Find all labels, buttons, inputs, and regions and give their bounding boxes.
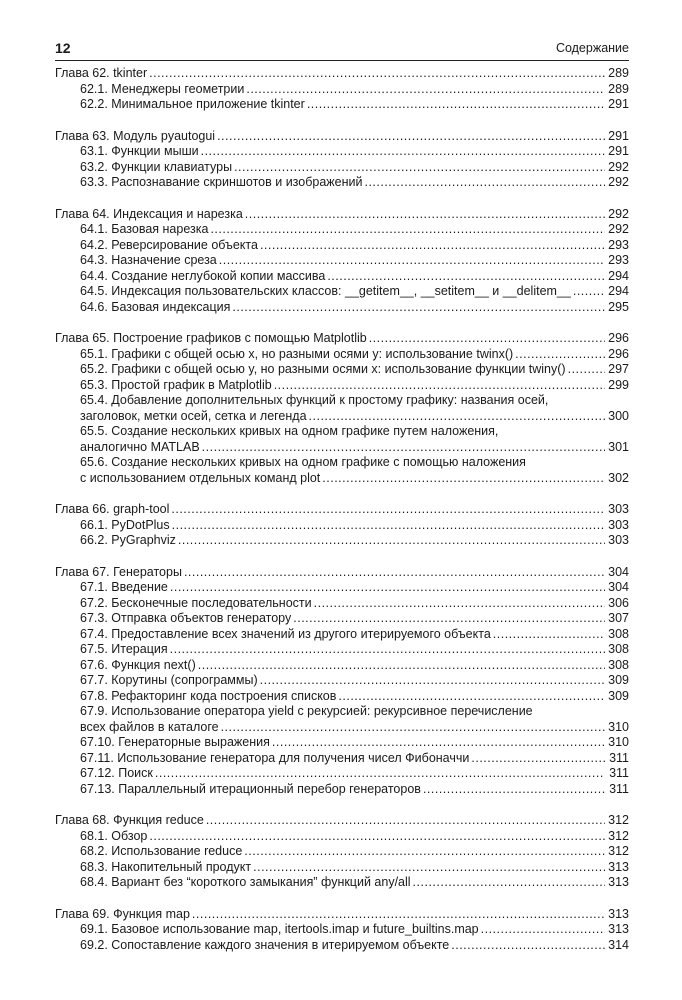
entry-page-number: 295 <box>608 299 629 314</box>
dot-leader <box>423 782 605 798</box>
dot-leader <box>155 766 605 782</box>
entry-title: 67.11. Использование генератора для получения чисел Фибоначчи <box>80 750 470 765</box>
entry-title: 64.5. Индексация пользовательских классов: __getitem__, __setitem__ и __delitem__ <box>80 284 571 298</box>
section-entry[interactable] <box>55 393 629 424</box>
entry-page-number: 293 <box>608 253 629 267</box>
entry-page-number: 291 <box>608 128 629 143</box>
entry-title: 62.1. Менеджеры геометрии <box>80 81 245 96</box>
dot-leader <box>515 347 605 363</box>
entry-title: Глава 67. Генераторы <box>55 564 182 579</box>
entry-page-number: 299 <box>608 377 629 392</box>
section-entry[interactable] <box>55 611 629 627</box>
dot-leader <box>149 829 605 845</box>
section-entry[interactable] <box>55 735 629 751</box>
entry-page-number: 292 <box>608 206 629 221</box>
entry-page-number: 304 <box>608 564 629 579</box>
dot-leader <box>369 331 605 347</box>
entry-title: 67.5. Итерация <box>80 642 168 656</box>
dot-leader <box>272 735 605 751</box>
chapter-entry[interactable] <box>55 813 629 829</box>
dot-leader <box>244 844 605 860</box>
section-entry[interactable] <box>55 922 629 938</box>
entry-title: 67.1. Введение <box>80 580 168 594</box>
entry-page-number: 313 <box>608 906 629 921</box>
dot-leader <box>206 813 605 829</box>
entry-page-number: 308 <box>608 657 629 672</box>
chapter-entry[interactable] <box>55 129 629 145</box>
dot-leader <box>172 518 605 534</box>
entry-page-number: 307 <box>608 611 629 625</box>
dot-leader <box>232 300 605 316</box>
section-entry[interactable] <box>55 284 629 300</box>
entry-page-number: 302 <box>608 470 629 485</box>
entry-page-number: 289 <box>608 81 629 96</box>
entry-title: 67.4. Предоставление всех значений из другого итерируемого объекта <box>80 626 491 641</box>
entry-page-number: 312 <box>608 813 629 827</box>
entry-page-number: 311 <box>609 781 629 796</box>
section-entry[interactable] <box>55 144 629 160</box>
chapter-entry[interactable] <box>55 66 629 82</box>
dot-leader <box>481 922 605 938</box>
entry-title: 65.1. Графики с общей осью x, но разными осями y: использование twinx() <box>80 346 514 361</box>
section-entry[interactable] <box>55 782 629 798</box>
section-entry[interactable] <box>55 596 629 612</box>
section-entry[interactable] <box>55 455 629 486</box>
section-entry[interactable] <box>55 689 629 705</box>
entry-title: с использованием отдельных команд plot <box>80 470 321 485</box>
entry-title: 67.12. Поиск <box>80 766 153 780</box>
chapter-entry[interactable] <box>55 565 629 581</box>
dot-leader <box>246 82 605 98</box>
entry-page-number: 292 <box>608 222 629 236</box>
section-entry[interactable] <box>55 938 629 954</box>
entry-page-number: 303 <box>608 517 629 532</box>
chapter-block <box>55 207 629 316</box>
entry-title: 67.6. Функция next() <box>80 657 196 672</box>
dot-leader <box>245 207 605 223</box>
dot-leader <box>364 175 605 191</box>
entry-title: 67.7. Корутины (сопрограммы) <box>80 673 258 687</box>
entry-title: 67.8. Рефакторинг кода построения списков <box>80 688 337 703</box>
dot-leader <box>253 860 605 876</box>
entry-title: 68.3. Накопительный продукт <box>80 859 252 874</box>
section-entry[interactable] <box>55 175 629 191</box>
section-entry[interactable] <box>55 222 629 238</box>
entry-page-number: 294 <box>608 284 629 298</box>
entry-title: 66.2. PyGraphviz <box>80 533 176 547</box>
entry-page-number: 296 <box>608 346 629 361</box>
entry-title: 68.4. Вариант без “короткого замыкания” функций any/all <box>80 875 411 889</box>
chapter-entry[interactable] <box>55 502 629 518</box>
section-entry[interactable] <box>55 766 629 782</box>
section-entry[interactable] <box>55 160 629 176</box>
chapter-block <box>55 813 629 891</box>
section-entry[interactable] <box>55 673 629 689</box>
header-rule <box>55 60 629 61</box>
section-entry[interactable] <box>55 751 629 767</box>
section-entry[interactable] <box>55 82 629 98</box>
dot-leader <box>219 253 605 269</box>
page-header <box>55 40 629 58</box>
entry-page-number: 311 <box>609 750 629 765</box>
entry-page-number: 308 <box>608 626 629 641</box>
dot-leader <box>217 129 605 145</box>
section-entry[interactable] <box>55 627 629 643</box>
entry-title: Глава 66. graph-tool <box>55 502 170 516</box>
dot-leader <box>260 673 605 689</box>
dot-leader <box>202 440 605 456</box>
dot-leader <box>170 642 605 658</box>
section-entry[interactable] <box>55 269 629 285</box>
entry-title: 67.13. Параллельный итерационный перебор генераторов <box>80 781 421 796</box>
entry-page-number: 293 <box>608 237 629 252</box>
entry-page-number: 292 <box>608 175 629 189</box>
entry-title: 64.3. Назначение среза <box>80 253 217 267</box>
dot-leader <box>493 627 605 643</box>
entry-title: 68.2. Использование reduce <box>80 844 243 858</box>
entry-title: 67.10. Генераторные выражения <box>80 735 270 749</box>
section-entry[interactable] <box>55 424 629 455</box>
section-entry[interactable] <box>55 347 629 363</box>
entry-page-number: 304 <box>608 580 629 594</box>
entry-title: 66.1. PyDotPlus <box>80 517 170 532</box>
entry-page-number: 294 <box>608 268 629 283</box>
chapter-block <box>55 907 629 954</box>
section-entry[interactable] <box>55 300 629 316</box>
dot-leader <box>192 907 605 923</box>
entry-title: Глава 65. Построение графиков с помощью Matplotlib <box>55 331 367 345</box>
chapter-entry[interactable] <box>55 331 629 347</box>
entry-page-number: 310 <box>608 719 629 734</box>
entry-title: заголовок, метки осей, сетка и легенда <box>80 408 307 423</box>
entry-page-number: 306 <box>608 595 629 610</box>
section-entry[interactable] <box>55 97 629 113</box>
entry-title: 62.2. Минимальное приложение tkinter <box>80 97 305 111</box>
dot-leader <box>327 269 605 285</box>
entry-title: Глава 64. Индексация и нарезка <box>55 206 243 221</box>
dot-leader <box>260 238 605 254</box>
section-entry[interactable] <box>55 860 629 876</box>
entry-page-number: 301 <box>608 439 629 454</box>
entry-page-number: 297 <box>608 362 629 376</box>
chapter-block <box>55 502 629 549</box>
entry-title: 65.2. Графики с общей осью y, но разными осями x: использование функции twiny() <box>80 362 566 376</box>
entry-title: всех файлов в каталоге <box>80 719 219 734</box>
entry-title: 69.1. Базовое использование map, itertools.imap и future_builtins.map <box>80 922 479 936</box>
entry-page-number: 313 <box>608 922 629 936</box>
section-entry[interactable] <box>55 844 629 860</box>
entry-title: Глава 62. tkinter <box>55 66 148 80</box>
chapter-block <box>55 331 629 486</box>
entry-continuation <box>80 720 629 736</box>
entry-title-line1: 65.4. Добавление дополнительных функций к простому графику: названия осей, <box>80 393 549 407</box>
entry-title: 69.2. Сопоставление каждого значения в итерируемом объекте <box>80 937 450 952</box>
dot-leader <box>210 222 605 238</box>
dot-leader <box>149 66 605 82</box>
section-entry[interactable] <box>55 533 629 549</box>
table-of-contents <box>55 66 629 969</box>
entry-page-number: 292 <box>608 159 629 174</box>
dot-leader <box>274 378 605 394</box>
section-entry[interactable] <box>55 518 629 534</box>
section-entry[interactable] <box>55 580 629 596</box>
entry-title: 64.4. Создание неглубокой копии массива <box>80 268 326 283</box>
entry-page-number: 303 <box>608 533 629 547</box>
section-entry[interactable] <box>55 378 629 394</box>
entry-page-number: 303 <box>608 502 629 516</box>
entry-page-number: 308 <box>608 642 629 656</box>
section-entry[interactable] <box>55 253 629 269</box>
dot-leader <box>171 502 605 518</box>
dot-leader <box>293 611 605 627</box>
dot-leader <box>178 533 605 549</box>
entry-title: 64.2. Реверсирование объекта <box>80 237 258 252</box>
entry-page-number: 310 <box>608 735 629 749</box>
entry-page-number: 313 <box>608 875 629 889</box>
dot-leader <box>568 362 605 378</box>
section-entry[interactable] <box>55 829 629 845</box>
dot-leader <box>413 875 605 891</box>
entry-title-line1: 65.5. Создание нескольких кривых на одном графике путем наложения, <box>80 424 499 438</box>
section-entry[interactable] <box>55 362 629 378</box>
dot-leader <box>307 97 605 113</box>
entry-continuation <box>80 440 629 456</box>
entry-title: 64.6. Базовая индексация <box>80 299 231 314</box>
dot-leader <box>451 938 605 954</box>
entry-title-line1: 65.6. Создание нескольких кривых на одном графике с помощью наложения <box>80 455 526 469</box>
dot-leader <box>471 751 605 767</box>
entry-title-line1: 67.9. Использование оператора yield с рекурсией: рекурсивное перечисление <box>80 704 533 718</box>
entry-page-number: 312 <box>608 828 629 843</box>
dot-leader <box>338 689 605 705</box>
dot-leader <box>314 596 605 612</box>
page-number: 12 <box>55 40 71 56</box>
dot-leader <box>322 471 605 487</box>
entry-page-number: 309 <box>608 688 629 703</box>
entry-page-number: 312 <box>608 844 629 858</box>
entry-continuation <box>80 471 629 487</box>
section-entry[interactable] <box>55 238 629 254</box>
section-entry[interactable] <box>55 704 629 735</box>
entry-title: 63.1. Функции мыши <box>80 144 199 158</box>
entry-page-number: 300 <box>608 408 629 423</box>
entry-page-number: 314 <box>608 937 629 952</box>
section-entry[interactable] <box>55 658 629 674</box>
dot-leader <box>184 565 605 581</box>
entry-page-number: 311 <box>609 766 629 780</box>
entry-title: 63.2. Функции клавиатуры <box>80 159 233 174</box>
dot-leader <box>221 720 605 736</box>
entry-title: Глава 69. Функция map <box>55 906 190 921</box>
chapter-block <box>55 129 629 191</box>
entry-page-number: 291 <box>608 144 629 158</box>
dot-leader <box>170 580 605 596</box>
chapter-block <box>55 565 629 798</box>
entry-title: Глава 63. Модуль pyautogui <box>55 128 216 143</box>
entry-title: 67.3. Отправка объектов генератору <box>80 611 292 625</box>
section-entry[interactable] <box>55 875 629 891</box>
chapter-entry[interactable] <box>55 207 629 223</box>
entry-title: 65.3. Простой график в Matplotlib <box>80 377 272 392</box>
entry-title: 64.1. Базовая нарезка <box>80 222 209 236</box>
dot-leader <box>573 284 605 300</box>
running-head: Содержание <box>555 41 629 55</box>
entry-page-number: 313 <box>608 859 629 874</box>
entry-title: Глава 68. Функция reduce <box>55 813 204 827</box>
entry-continuation <box>80 409 629 425</box>
dot-leader <box>201 144 605 160</box>
dot-leader <box>234 160 605 176</box>
entry-page-number: 296 <box>608 331 629 345</box>
entry-title: 67.2. Бесконечные последовательности <box>80 595 312 610</box>
entry-title: 63.3. Распознавание скриншотов и изображений <box>80 175 363 189</box>
entry-title: аналогично MATLAB <box>80 439 200 454</box>
chapter-entry[interactable] <box>55 907 629 923</box>
chapter-block <box>55 66 629 113</box>
entry-page-number: 289 <box>608 66 629 80</box>
entry-title: 68.1. Обзор <box>80 828 148 843</box>
section-entry[interactable] <box>55 642 629 658</box>
dot-leader <box>198 658 605 674</box>
dot-leader <box>309 409 605 425</box>
entry-page-number: 309 <box>608 673 629 687</box>
entry-page-number: 291 <box>608 97 629 111</box>
